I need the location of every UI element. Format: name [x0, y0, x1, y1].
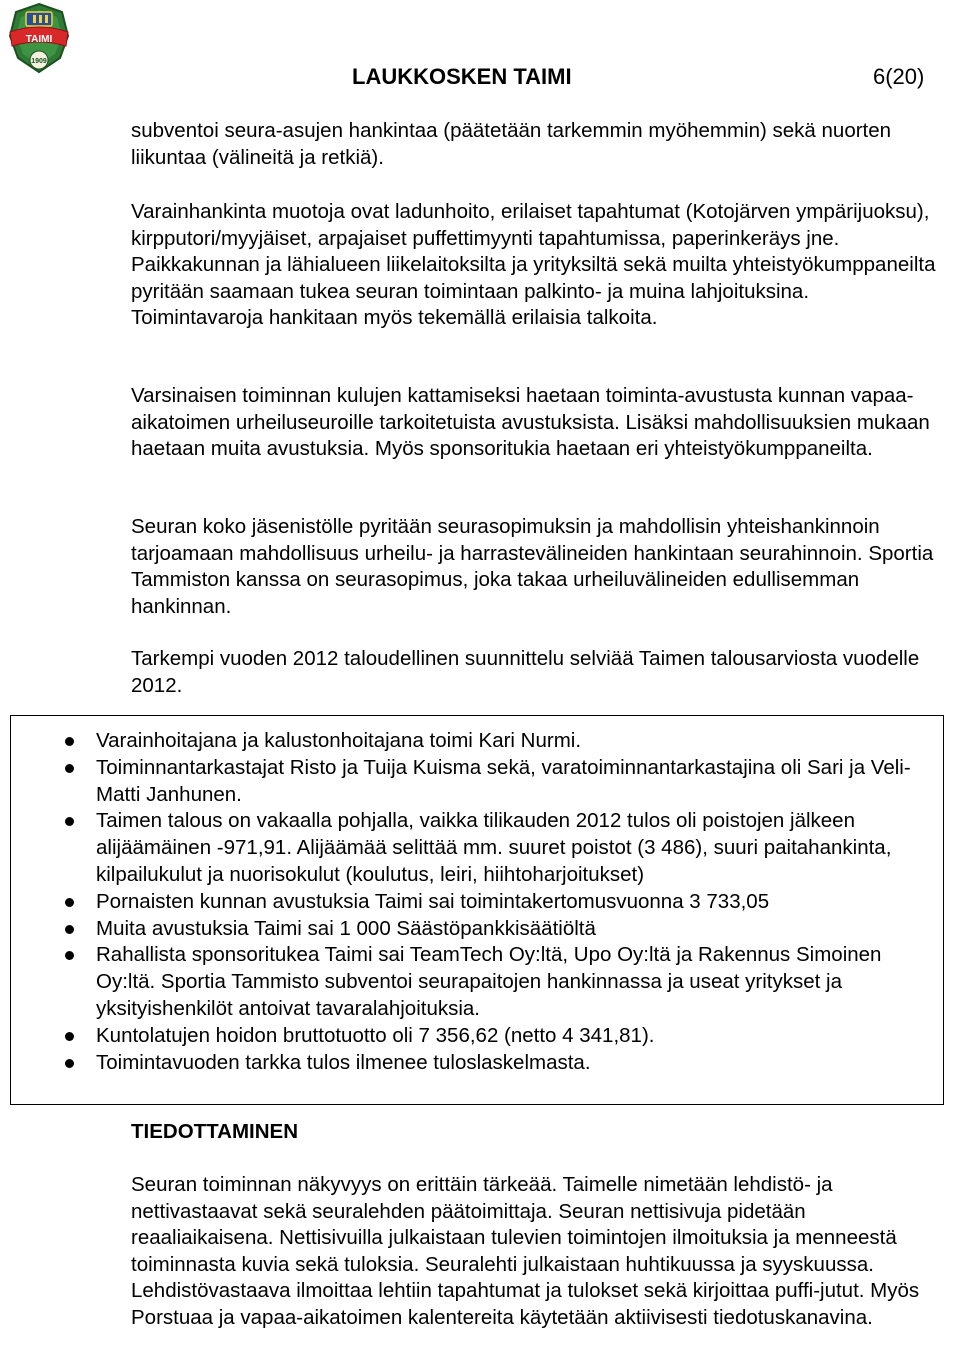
list-item: Kuntolatujen hoidon bruttotuotto oli 7 356,62 (netto 4 341,81). [96, 1023, 946, 1050]
body-paragraph-fundraising: Varainhankinta muotoja ovat ladunhoito, erilaiset tapahtumat (Kotojärven ympärijuoksu), kirpputori/myyjäiset, arpajaiset puffettimyynti tapahtumissa, paperinkeräys jne. Paikkakunnan ja lähialueen liikelaitoksilta ja yrityksiltä sekä muilta yhteistyökumppaneilta pyritään saamaan tukea seuran toimintaan palkinto- ja muina lahjoituksina. Toimintavaroja hankitaan myös tekemällä erilaisia talkoita. [131, 200, 936, 329]
taimi-club-crest-icon [2, 2, 76, 76]
section-title-tiedottaminen: TIEDOTTAMINEN [131, 1120, 299, 1143]
list-item: Varainhoitajana ja kalustonhoitajana toimi Kari Nurmi. [96, 728, 946, 755]
bullet-icon [65, 898, 74, 907]
list-item: Muita avustuksia Taimi sai 1 000 Säästöpankkisäätiöltä [96, 916, 946, 943]
bullet-icon [65, 817, 74, 826]
list-item: Pornaisten kunnan avustuksia Taimi sai toimintakertomusvuonna 3 733,05 [96, 889, 946, 916]
list-item: Toimintavuoden tarkka tulos ilmenee tuloslaskelmasta. [96, 1050, 946, 1077]
header-page-number: 6(20) [873, 64, 925, 89]
svg-text:TAIMI: TAIMI [25, 34, 53, 45]
bullet-icon [65, 737, 74, 746]
svg-text:1909: 1909 [31, 58, 47, 65]
list-item: Taimen talous on vakaalla pohjalla, vaikka tilikauden 2012 tulos oli poistojen jälkeen alijäämäinen -971,91. Alijäämää selittää mm. suuret poistot (3 486), suuri paitahankinta, kilpailukulut ja nuorisokulut (koulutus, leiri, hiihtoharjoitukset) [96, 808, 946, 888]
header-organization-name: LAUKKOSKEN TAIMI [352, 64, 572, 89]
summary-list [96, 728, 946, 1076]
list-item: Toiminnantarkastajat Risto ja Tuija Kuisma sekä, varatoiminnantarkastajina oli Sari ja Veli-Matti Janhunen. [96, 755, 946, 809]
body-paragraph-budget-reference: Tarkempi vuoden 2012 taloudellinen suunnittelu selviää Taimen talousarviosta vuodelle 2012. [131, 647, 920, 697]
bullet-icon [65, 925, 74, 934]
body-paragraph-subsidies: subventoi seura-asujen hankintaa (päätetään tarkemmin myöhemmin) sekä nuorten liikuntaa (välineitä ja retkiä). [131, 119, 892, 169]
bullet-icon [65, 1059, 74, 1068]
list-item: Rahallista sponsoritukea Taimi sai TeamTech Oy:ltä, Upo Oy:ltä ja Rakennus Simoinen Oy:ltä. Sportia Tammisto subventoi seurapaitojen hankinnassa ja useat yritykset ja yksityishenkilöt antoivat tavaralahjoituksia. [96, 942, 946, 1022]
bullet-icon [65, 951, 74, 960]
bullet-icon [65, 764, 74, 773]
summary-box [10, 715, 944, 1105]
body-paragraph-grants: Varsinaisen toiminnan kulujen kattamiseksi haetaan toiminta-avustusta kunnan vapaa-aikatoimen urheiluseuroille tarkoitetuista avustuksista. Lisäksi mahdollisuuksien mukaan haetaan muita avustuksia. Myös sponsoritukia haetaan eri yhteistyökumppaneilta. [131, 384, 930, 460]
body-paragraph-club-agreements: Seuran koko jäsenistölle pyritään seurasopimuksin ja mahdollisin yhteishankinnoin tarjoamaan mahdollisuus urheilu- ja harrastevälineiden hankintaan seurahinnoin. Sportia Tammiston kanssa on seurasopimus, joka takaa urheiluvälineiden edullisemman hankinnan. [131, 515, 934, 618]
bullet-icon [65, 1032, 74, 1041]
body-paragraph-communications: Seuran toiminnan näkyvyys on erittäin tärkeää. Taimelle nimetään lehdistö- ja nettivastaavat sekä seuralehden päätoimittaja. Seuran nettisivuja pidetään reaaliaikaisena. Nettisivuilla julkaistaan tulevien toimintojen ilmoituksia ja menneestä toiminnasta kuvia sekä tuloksia. Seuralehti julkaistaan huhtikuussa ja syyskuussa. Lehdistövastaava ilmoittaa lehtiin tapahtumat ja tulokset sekä kirjoittaa puffi-jutut. Myös Porstuaa ja vapaa-aikatoimen kalentereita käytetään aktiivisesti tiedotuskanavina. [131, 1173, 920, 1329]
